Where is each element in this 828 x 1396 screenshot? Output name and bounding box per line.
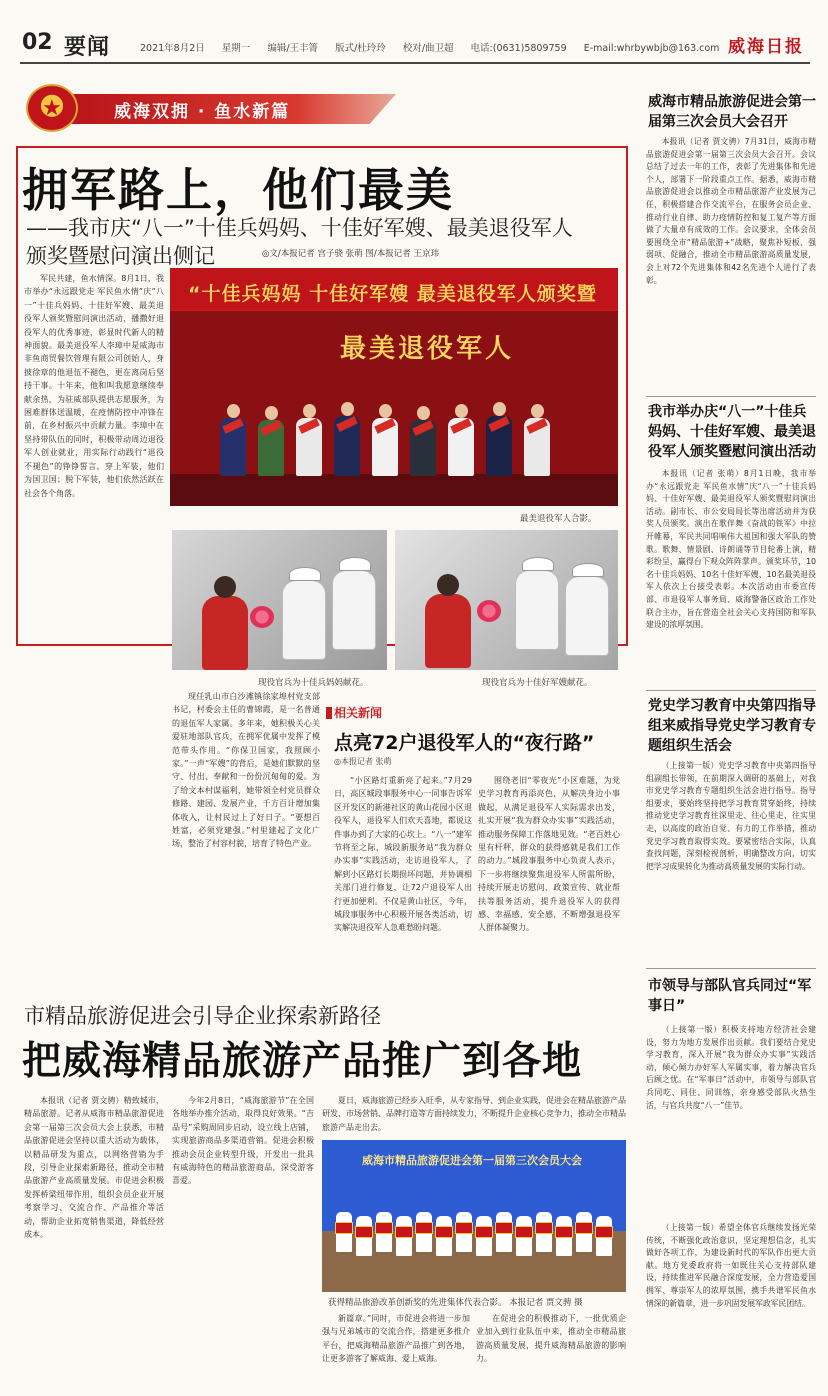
awardee-figure bbox=[372, 418, 398, 476]
wife-flowers-photo bbox=[395, 530, 618, 670]
issue-weekday: 星期一 bbox=[221, 43, 251, 54]
screen-title: 最美退役军人 bbox=[340, 334, 515, 364]
related-news-title: 点亮72户退役军人的“夜行路” bbox=[334, 732, 595, 754]
awardee-figure bbox=[486, 416, 512, 476]
feature-column-2-text: 现任乳山市白沙滩镇徐家埠村党支部书记，村委会主任的曹锦霞，是一名普通的退伍军人家属。多年来，她积极关心关爱驻地部队官兵，在拥军优属中发挥了模范带头作用。“你保卫国家，我照顾小家。”一声“军嫂”的背后，是她们默默的坚守、付出、奉献和一份份沉甸甸的爱。为了给文本村谋福利，她带领全村党员群众修路、建园、发展产业，千方百计增加集体收入，让村民过上了好日子。“要想百姓富，必须党建强。”村里建起了文化广场，整治了村容村貌，培育了特色产业。 bbox=[172, 692, 320, 849]
feature-headline: 拥军路上，他们最美 bbox=[22, 163, 454, 217]
rc-divider bbox=[646, 690, 816, 691]
photo-b-caption: 现役官兵为十佳好军嫂献花。 bbox=[482, 678, 593, 688]
honoree-figure bbox=[556, 1216, 572, 1256]
sailor-figure bbox=[515, 570, 559, 650]
honoree-figure bbox=[516, 1216, 532, 1256]
rc-divider bbox=[646, 968, 816, 969]
designer-credit: 版式/杜玲玲 bbox=[335, 43, 386, 54]
related-news-column-2: 围绕老旧“零夜光”小区难题，为党史学习教育再添亮色，从解决身边小事做起，从满足退役军人实际需求出发，扎实开展“我为群众办实事”实践活动，推动服务保障工作落地见效。“老百姓心里有杆秤，群众的获得感就是我们工作的动力。”城段事服务中心负责人表示，下一步将继续聚焦退役军人所需所盼，持续开展走访慰问、政策宣传、就业帮扶等服务活动，提升退役军人的获得感、幸福感、安全感，不断增强退役军人群体凝聚力。 bbox=[478, 776, 620, 933]
honoree-figure bbox=[416, 1212, 432, 1252]
honoree-figure bbox=[396, 1216, 412, 1256]
awardee-figure bbox=[448, 418, 474, 476]
honorees-group-photo bbox=[322, 1140, 626, 1292]
awardee-figure bbox=[220, 418, 246, 476]
awardee-figure bbox=[410, 420, 436, 476]
related-news-column-1: “小区路灯重新亮了起来。”7月29日，高区城段事服务中心一同事告诉军区开发区的新港社区的黄山花园小区退役军人，退役军人们欢天喜地，都说这件事办到了大家的心坎上。“八一”建军节将至之际，城段新服务站“我为群众办实事”实践活动，走访退役军人，了解到小区路灯长期损坏问题，并协调相关部门进行修复，让72户退役军人出行更加便利。不仅是黄山社区，今年，城段事服务中心积极开展各类活动，切实解决退役军人急难愁盼问题。 bbox=[334, 776, 472, 933]
mother-flowers-photo bbox=[172, 530, 387, 670]
honoree-figure bbox=[376, 1212, 392, 1252]
honoree-figure bbox=[425, 594, 471, 668]
banner-title: 威海双拥 · 鱼水新篇 bbox=[114, 102, 291, 122]
lower-column-2: 今年2月8日，“威海旅游节”在全国各地举办推介活动，取得良好效果。“吉品号”采购周同步启动，设立线上店铺，实现旅游商品多渠道营销。促进会积极推动会员企业转型升级，开发出一批具有威海特色的精品旅游商品，深受游客喜爱。 bbox=[172, 1096, 314, 1186]
rc-article-1-title: 威海市精品旅游促进会第一届第三次会员大会召开 bbox=[648, 94, 816, 130]
lower-headline: 把威海精品旅游产品推广到各地 bbox=[22, 1038, 583, 1084]
issue-date: 2021年8月2日 bbox=[140, 43, 205, 54]
honoree-figure bbox=[536, 1212, 552, 1252]
army-emblem-icon: ★ bbox=[26, 84, 78, 132]
masthead bbox=[0, 0, 828, 64]
page-name: 要闻 bbox=[64, 35, 111, 60]
newspaper-logo: 威海日报 bbox=[728, 37, 804, 57]
feature-column-1: 军民共建，鱼水情深。8月1日，我市举办“永远跟党走 军民鱼水情”庆“八一”十佳兵妈妈、十佳好军嫂、最美退役军人颁奖暨慰问演出活动，播撒好退役军人的优秀事迹，彰显时代新人的精神面貌。最美退役军人李璋中是威海市非鱼商贸餐饮管理有限公司创始人，身披徐章的他退伍不褪色，更在离岗后坚持干事。十年来，他和叫我愿意继续奉献余热，为驻威部队提供志愿服务，为困难群体送温暖，在疫情防控中冲锋在前，在乡村振兴中贡献力量。李璋中在坚持带队伍的同时，积极带动周边退役军人创业就业，用实际行动践行“退役不褪色”的铮铮誓言。穿上军装，他们为国卫国；脱下军装，他们依然活跃在社会各个角落。 bbox=[24, 274, 164, 498]
column-banner bbox=[26, 84, 396, 132]
awardees-group-photo bbox=[170, 268, 618, 506]
editor-credit: 编辑/王丰箐 bbox=[267, 43, 319, 54]
rc-article-2-body: 本报讯（记者 张萌）8月1日晚，我市举办“永远跟党走 军民鱼水情”庆“八一”十佳兵妈妈、十佳好军嫂、最美退役军人颁奖暨慰问演出活动。副市长、市公安局局长等出席活动并为获奖人员颁奖。演出在歌伴舞《奋战的铁军》中拉开帷幕，军民共同唱响伟大祖国和强大军队的赞歌。歌舞、情景剧、诗朗诵等节目轮番上演，精彩纷呈，赢得台下观众阵阵掌声。颁奖环节，10名十佳兵妈妈、10名十佳好军嫂、10名最美退役军人依次上台接受表彰。本次活动由市委宣传部、市退役军人事务局、威海警备区政治工作处联合主办，旨在营造全社会关心支持国防和军队建设的浓厚氛围。 bbox=[646, 469, 816, 630]
honoree-figure bbox=[436, 1216, 452, 1256]
email: E-mail:whrbywbjb@163.com bbox=[583, 43, 720, 54]
sailor-figure bbox=[332, 570, 376, 650]
related-news-label: 相关新闻 bbox=[334, 706, 383, 720]
honoree-figure bbox=[476, 1216, 492, 1256]
lower-kicker: 市精品旅游促进会引导企业探索新路径 bbox=[24, 1004, 381, 1028]
page-number: 02 bbox=[22, 30, 53, 55]
honoree-figure bbox=[456, 1212, 472, 1252]
bouquet-icon bbox=[250, 606, 274, 628]
lower-photo-caption: 获得精品旅游改革创新奖的先进集体代表合影。 本报记者 贾文骋 摄 bbox=[328, 1298, 583, 1308]
related-news-marker bbox=[326, 707, 332, 719]
phone: 电话:(0631)5809759 bbox=[470, 43, 567, 54]
lower-column-3: 夏日，威海旅游已经步入旺季，从专家指导、到企业实践，促进会在精品旅游产品研发、市场营销、品牌打造等方面持续发力，不断提升企业核心竞争力，推动全市精品旅游产品走出去。 bbox=[322, 1096, 626, 1132]
lower-column-5: 在促进会的积极推动下，一批优质企业加入到行业队伍中来，推动全市精品旅游高质量发展，提升威海精品旅游的影响力。 bbox=[476, 1314, 626, 1364]
rc-article-4-body-2: （上接第一版）希望全体官兵继续发扬光荣传统，不断强化政治意识，坚定理想信念，扎实做好各项工作，为建设新时代的军队作出更大贡献。地方党委政府将一如既往关心支持部队建设，持续推进军民融合深度发展，全力营造爱国拥军、尊崇军人的浓厚氛围，携手共谱军民鱼水情深的新篇章，进一步巩固发展军政军民团结。 bbox=[646, 1223, 816, 1308]
bouquet-icon bbox=[477, 600, 501, 622]
feature-byline: ◎文/本报记者 宫子骁 张萌 图/本报记者 王京玮 bbox=[262, 249, 439, 259]
awardee-figure bbox=[296, 418, 322, 476]
honoree-figure bbox=[202, 596, 248, 670]
awardee-figure bbox=[334, 416, 360, 476]
rc-article-3-body: （上接第一版）党史学习教育中央第四指导组副组长带领，在前期深入调研的基础上，对我市党史学习教育专题组织生活会进行指导。指导组要求，要始终坚持把学习教育贯穿始终，持续推动党史学习教育往深里走、往心里走、往实里走，以高度的政治自觉、有力的工作举措，推动党史学习教育取得实效。要紧密结合实际，认真查找问题，深刻检视剖析，明确整改方向，切实把学习成果转化为推动高质量发展的实际行动。 bbox=[646, 761, 816, 871]
honoree-figure bbox=[576, 1212, 592, 1252]
rc-article-1-body: 本报讯（记者 贾文骋）7月31日，威海市精品旅游促进会第一届第三次会员大会召开。会议总结了过去一年的工作，表彰了先进集体和先进个人，部署下一阶段重点工作。据悉，威海市精品旅游促进会以推动全市精品旅游产业发展为己任，积极搭建合作交流平台，在服务会员企业、推动行业自律、助力疫情防控和复工复产等方面做了大量卓有成效的工作。会议要求，全体会员要围绕全市“精品旅游+”战略，聚焦补短板、强弱项、促融合，推动全市精品旅游高质量发展，会上对72个先进集体和42名先进个人进行了表彰。 bbox=[646, 137, 816, 285]
rc-divider bbox=[646, 396, 816, 397]
honoree-figure bbox=[336, 1212, 352, 1252]
top-divider bbox=[20, 62, 810, 64]
proofreader-credit: 校对/曲卫超 bbox=[402, 43, 454, 54]
honoree-figure bbox=[496, 1212, 512, 1252]
stage-banner-text: “十佳兵妈妈 十佳好军嫂 最美退役军人颁奖暨 bbox=[188, 283, 597, 305]
award-stage-text: 威海市精品旅游促进会第一届第三次会员大会 bbox=[362, 1154, 582, 1167]
related-news-byline: ◎本报记者 张萌 bbox=[334, 757, 392, 766]
rc-article-3-title: 党史学习教育中央第四指导组来威指导党史学习教育专题组织生活会 bbox=[648, 698, 816, 754]
photo-a-caption: 现役官兵为十佳兵妈妈献花。 bbox=[258, 678, 369, 688]
rc-article-4-body-1: （上接第一版）积极支持地方经济社会建设，努力为地方发展作出贡献。我们要结合党史学习教育，深入开展“我为群众办实事”实践活动，倾心倾力办好军人军属实事，着力解决官兵后顾之忧。在“军事日”活动中，市领导与部队官兵同吃、同住、同训练，亲身感受部队火热生活，与官兵共度“八一”佳节。 bbox=[646, 1025, 816, 1110]
stage-floor bbox=[170, 474, 618, 506]
lower-column-1: 本报讯（记者 贾文骋）精致城市，精品旅游。记者从威海市精品旅游促进会第一届第三次会员大会上获悉，市精品旅游促进会坚持以重大活动为载体，以精品研发为重点，以网络营销为手段，引导企业探索新路径，推动全市精品旅游产业高质量发展。市促进会积极发挥桥梁纽带作用，组织会员企业开展考察学习、交流合作、产品推介等活动，帮助企业拓宽销售渠道，降低经营成本。 bbox=[24, 1096, 164, 1240]
main-photo-caption: 最美退役军人合影。 bbox=[520, 514, 597, 524]
awardee-figure bbox=[258, 420, 284, 476]
lower-column-4: 新篇章。”同时，市促进会将进一步加强与兄弟城市的交流合作，搭建更多推介平台，把威海精品旅游产品推广到各地，让更多游客了解威海、爱上威海。 bbox=[322, 1314, 470, 1364]
honoree-figure bbox=[356, 1216, 372, 1256]
feature-subtitle-line1: ——我市庆“八一”十佳兵妈妈、十佳好军嫂、最美退役军人 bbox=[26, 216, 573, 240]
feature-subtitle-line2: 颁奖暨慰问演出侧记 bbox=[26, 244, 215, 268]
sailor-figure bbox=[282, 580, 326, 660]
rc-article-2-title: 我市举办庆“八一”十佳兵妈妈、十佳好军嫂、最美退役军人颁奖暨慰问演出活动 bbox=[648, 404, 816, 460]
honoree-figure bbox=[596, 1216, 612, 1256]
rc-article-4-title: 市领导与部队官兵同过“军事日” bbox=[648, 978, 812, 1014]
issue-meta bbox=[140, 40, 733, 54]
awardee-figure bbox=[524, 418, 550, 476]
sailor-figure bbox=[565, 576, 609, 656]
